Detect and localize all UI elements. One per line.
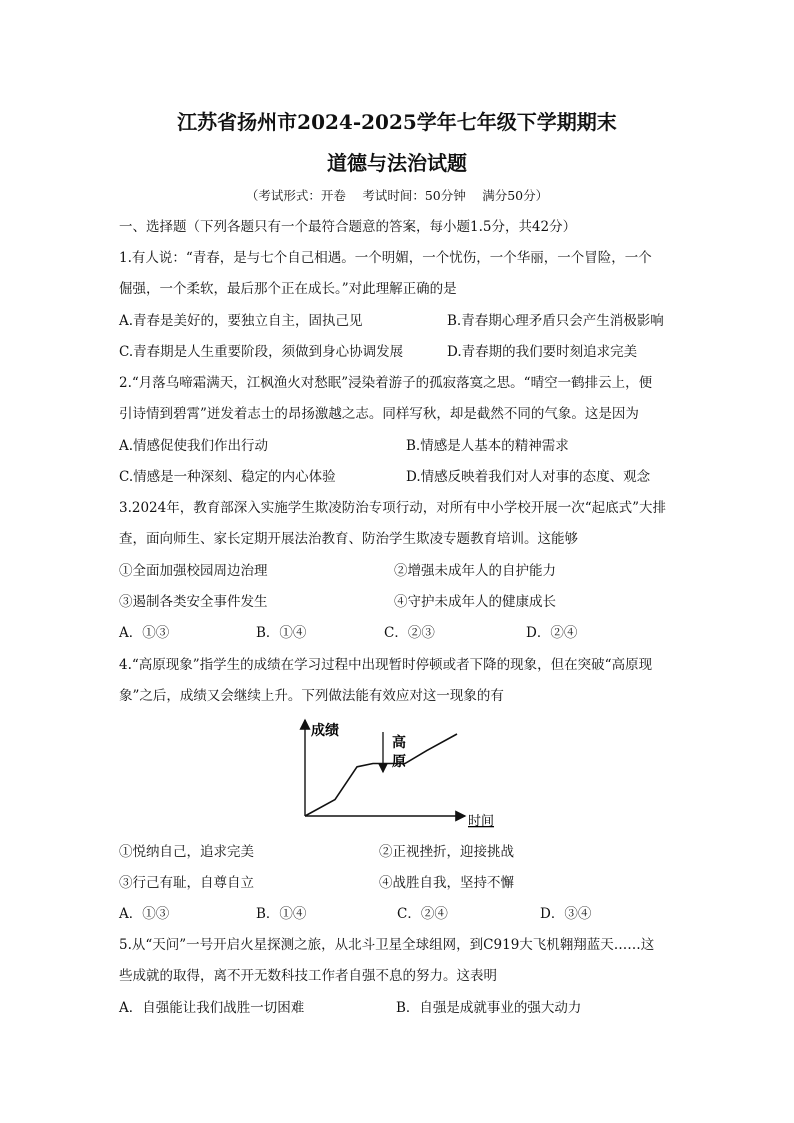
plateau-label-1: 高 — [392, 735, 406, 751]
page-subtitle: 道德与法治试题 — [327, 151, 467, 175]
q4-statement-1: ①悦纳自己，追求完美 — [119, 844, 254, 860]
plateau-chart — [290, 712, 510, 830]
q5-stem-line1: 5.从“天问”一号开启火星探测之旅，从北斗卫星全球组网，到C919大飞机翱翔蓝天……这 — [119, 937, 655, 953]
q1-stem-line1: 1.有人说：“青春，是与七个自己相遇。一个明媚，一个忧伤，一个华丽，一个冒险，一个 — [119, 250, 652, 266]
q2-stem-line2: 引诗情到碧霄”迸发着志士的昂扬激越之志。同样写秋，却是截然不同的气象。这是因为 — [119, 406, 639, 422]
q3-option-a: A．①③ — [119, 625, 170, 641]
q4-stem-line1: 4.“高原现象”指学生的成绩在学习过程中出现暂时停顿或者下降的现象，但在突破“高原现 — [119, 657, 653, 673]
q4-option-c: C．②④ — [397, 906, 448, 922]
q3-statement-1: ①全面加强校园周边治理 — [119, 563, 268, 579]
section-heading: 一、选择题（下列各题只有一个最符合题意的答案，每小题1.5分，共42分） — [119, 219, 577, 235]
plateau-label-2: 原 — [392, 754, 406, 770]
q4-option-a: A．①③ — [119, 906, 170, 922]
q1-option-a: A.青春是美好的，要独立自主，固执己见 — [119, 313, 363, 329]
q4-option-b: B．①④ — [256, 906, 307, 922]
q1-option-c: C.青春期是人生重要阶段，须做到身心协调发展 — [119, 344, 404, 360]
q4-statement-3: ③行己有耻，自尊自立 — [119, 875, 254, 891]
y-axis-label: 成绩 — [311, 723, 339, 739]
q4-option-d: D．③④ — [540, 906, 592, 922]
q3-statement-4: ④守护未成年人的健康成长 — [394, 594, 556, 610]
q2-option-b: B.情感是人基本的精神需求 — [406, 438, 569, 454]
q3-option-b: B．①④ — [256, 625, 307, 641]
page-title: 江苏省扬州市2024-2025学年七年级下学期期末 — [177, 110, 617, 134]
q4-stem-line2: 象”之后，成绩又会继续上升。下列做法能有效应对这一现象的有 — [119, 688, 504, 704]
q5-stem-line2: 些成就的取得，离不开无数科技工作者自强不息的努力。这表明 — [119, 968, 497, 984]
q3-statement-2: ②增强未成年人的自护能力 — [394, 563, 556, 579]
q3-statement-3: ③遏制各类安全事件发生 — [119, 594, 268, 610]
q2-option-a: A.情感促使我们作出行动 — [119, 438, 269, 454]
q3-stem-line1: 3.2024年，教育部深入实施学生欺凌防治专项行动，对所有中小学校开展一次“起底式”大排 — [119, 500, 667, 516]
q2-stem-line1: 2.“月落乌啼霜满天，江枫渔火对愁眠”浸染着游子的孤寂落寞之思。“晴空一鹤排云上，便 — [119, 375, 653, 391]
q4-statement-4: ④战胜自我，坚持不懈 — [379, 875, 514, 891]
q2-option-c: C.情感是一种深刻、稳定的内心体验 — [119, 469, 336, 485]
q5-option-b: B．自强是成就事业的强大动力 — [396, 1000, 582, 1016]
exam-info: （考试形式：开卷 考试时间：50分钟 满分50分） — [245, 188, 549, 203]
grade-curve — [305, 734, 457, 816]
x-axis-label: 时间 — [468, 814, 495, 829]
q1-option-b: B.青春期心理矛盾只会产生消极影响 — [447, 313, 664, 329]
q4-statement-2: ②正视挫折，迎接挑战 — [379, 844, 514, 860]
q1-option-d: D.青春期的我们要时刻追求完美 — [447, 344, 638, 360]
q5-option-a: A．自强能让我们战胜一切困难 — [119, 1000, 305, 1016]
q2-option-d: D.情感反映着我们对人对事的态度、观念 — [406, 469, 651, 485]
q3-option-d: D．②④ — [526, 625, 578, 641]
q1-stem-line2: 倔强，一个柔软，最后那个正在成长。”对此理解正确的是 — [119, 281, 457, 297]
q3-option-c: C．②③ — [384, 625, 435, 641]
q3-stem-line2: 查，面向师生、家长定期开展法治教育、防治学生欺凌专题教育培训。这能够 — [119, 531, 578, 547]
